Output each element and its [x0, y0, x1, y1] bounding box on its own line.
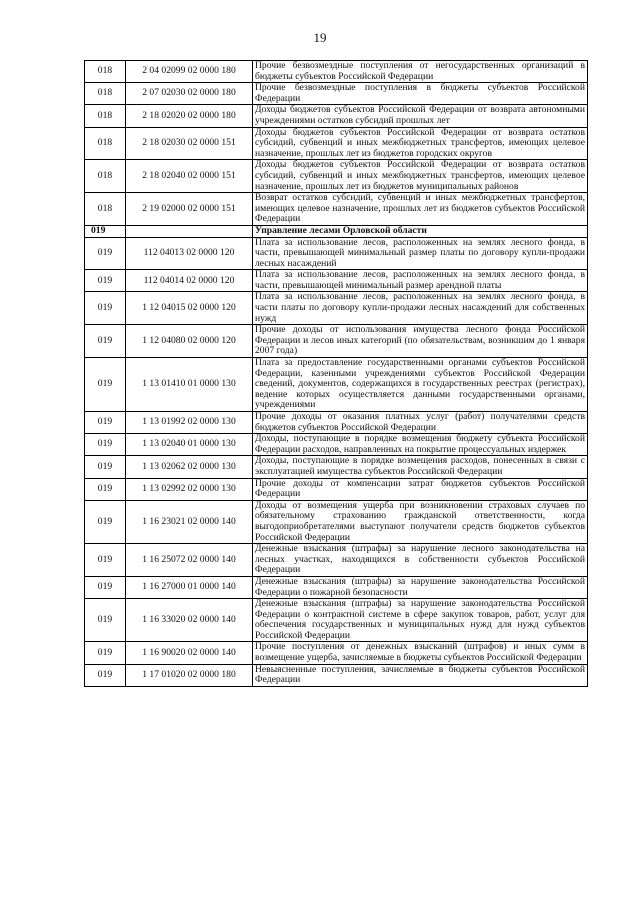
- admin-code-cell: 019: [85, 576, 126, 598]
- revenue-code-cell: 1 13 01992 02 0000 130: [126, 412, 253, 434]
- revenue-code-cell: 1 16 90020 02 0000 140: [126, 642, 253, 664]
- table-row: [85, 456, 588, 478]
- revenue-code-cell: 1 16 33020 02 0000 140: [126, 599, 253, 642]
- table-row: [85, 193, 588, 226]
- admin-code-cell: 019: [85, 237, 126, 270]
- table-row: [85, 412, 588, 434]
- revenue-name-cell: Прочие доходы от компенсации затрат бюджетов субъектов Российской Федерации: [253, 478, 588, 500]
- admin-code-cell: 019: [85, 225, 126, 237]
- page-number: 19: [313, 30, 327, 45]
- table-row: [85, 292, 588, 325]
- table-row: [85, 478, 588, 500]
- revenue-code-cell: 2 07 02030 02 0000 180: [126, 83, 253, 105]
- table-row: [85, 270, 588, 292]
- table-body: [85, 61, 588, 687]
- revenue-codes-table: [84, 60, 588, 687]
- revenue-code-cell: 1 16 25072 02 0000 140: [126, 544, 253, 577]
- revenue-code-cell: 1 16 23021 02 0000 140: [126, 500, 253, 543]
- admin-code-cell: 019: [85, 434, 126, 456]
- table-row: [85, 325, 588, 358]
- revenue-name-cell: Доходы, поступающие в порядке возмещения расходов, понесенных в связи с эксплуатацией имущества субъектов Российской Федерации: [253, 456, 588, 478]
- table-row: [85, 105, 588, 127]
- admin-code-cell: 019: [85, 642, 126, 664]
- revenue-name-cell: Прочие безвозмездные поступления в бюджеты субъектов Российской Федерации: [253, 83, 588, 105]
- revenue-code-cell: 112 04014 02 0000 120: [126, 270, 253, 292]
- revenue-code-cell: 112 04013 02 0000 120: [126, 237, 253, 270]
- revenue-name-cell: Денежные взыскания (штрафы) за нарушение законодательства Российской Федерации о контрактной системе в сфере закупок товаров, работ, услуг для обеспечения государственных и муниципальных нужд для нужд субъектов Российской Федерации: [253, 599, 588, 642]
- table-row: [85, 358, 588, 412]
- revenue-name-cell: Прочие доходы от оказания платных услуг (работ) получателями средств бюджетов субъектов Российской Федерации: [253, 412, 588, 434]
- admin-code-cell: 018: [85, 83, 126, 105]
- revenue-code-cell: 2 18 02030 02 0000 151: [126, 127, 253, 160]
- revenue-name-cell: Доходы бюджетов субъектов Российской Федерации от возврата автономными учреждениями остатков субсидий прошлых лет: [253, 105, 588, 127]
- table-row: [85, 434, 588, 456]
- revenue-code-cell: 1 13 01410 01 0000 130: [126, 358, 253, 412]
- admin-code-cell: 018: [85, 160, 126, 193]
- table-row: [85, 642, 588, 664]
- revenue-code-cell: 1 12 04080 02 0000 120: [126, 325, 253, 358]
- table-row: [85, 500, 588, 543]
- revenue-name-cell: Денежные взыскания (штрафы) за нарушение законодательства Российской Федерации о пожарной безопасности: [253, 576, 588, 598]
- admin-code-cell: 019: [85, 478, 126, 500]
- revenue-code-cell: 1 13 02062 02 0000 130: [126, 456, 253, 478]
- revenue-code-cell: 1 13 02992 02 0000 130: [126, 478, 253, 500]
- revenue-code-cell: 2 19 02000 02 0000 151: [126, 193, 253, 226]
- table-row: [85, 127, 588, 160]
- revenue-name-cell: Плата за предоставление государственными органами субъектов Российской Федерации, казенными учреждениями субъектов Российской Федерации сведений, документов, содержащихся в государственных реестрах (регистрах), ведение которых осуществляется данными государственными органами, учреждениями: [253, 358, 588, 412]
- admin-code-cell: 019: [85, 456, 126, 478]
- revenue-code-cell: 1 17 01020 02 0000 180: [126, 664, 253, 686]
- revenue-name-cell: Денежные взыскания (штрафы) за нарушение лесного законодательства на лесных участках, находящихся в собственности субъектов Российской Федерации: [253, 544, 588, 577]
- admin-code-cell: 019: [85, 500, 126, 543]
- admin-code-cell: 018: [85, 105, 126, 127]
- revenue-name-cell: Прочие поступления от денежных взысканий (штрафов) и иных сумм в возмещение ущерба, зачисляемые в бюджеты субъектов Российской Федерации: [253, 642, 588, 664]
- table-row: [85, 664, 588, 686]
- admin-code-cell: 019: [85, 292, 126, 325]
- revenue-code-cell: 2 18 02040 02 0000 151: [126, 160, 253, 193]
- admin-code-cell: 019: [85, 544, 126, 577]
- revenue-name-cell: Доходы бюджетов субъектов Российской Федерации от возврата остатков субсидий, субвенций и иных межбюджетных трансфертов, имеющих целевое назначение, прошлых лет из бюджетов муниципальных районов: [253, 160, 588, 193]
- admin-code-cell: 019: [85, 664, 126, 686]
- revenue-code-cell: [126, 225, 253, 237]
- revenue-name-cell: Прочие безвозмездные поступления от негосударственных организаций в бюджеты субъектов Российской Федерации: [253, 61, 588, 83]
- revenue-name-cell: Управление лесами Орловской области: [253, 225, 588, 237]
- table-row: [85, 83, 588, 105]
- section-header-row: [85, 225, 588, 237]
- admin-code-cell: 018: [85, 193, 126, 226]
- admin-code-cell: 019: [85, 412, 126, 434]
- revenue-name-cell: Доходы, поступающие в порядке возмещения бюджету субъекта Российской Федерации расходов, направленных на покрытие процессуальных издержек: [253, 434, 588, 456]
- table-row: [85, 599, 588, 642]
- revenue-code-cell: 2 04 02099 02 0000 180: [126, 61, 253, 83]
- revenue-code-cell: 1 12 04015 02 0000 120: [126, 292, 253, 325]
- admin-code-cell: 019: [85, 358, 126, 412]
- table-row: [85, 576, 588, 598]
- table-row: [85, 544, 588, 577]
- revenue-name-cell: Доходы бюджетов субъектов Российской Федерации от возврата остатков субсидий, субвенций и иных межбюджетных трансфертов, имеющих целевое назначение, прошлых лет из бюджетов городских округов: [253, 127, 588, 160]
- table-row: [85, 237, 588, 270]
- revenue-code-cell: 2 18 02020 02 0000 180: [126, 105, 253, 127]
- table-row: [85, 160, 588, 193]
- revenue-name-cell: Невыясненные поступления, зачисляемые в бюджеты субъектов Российской Федерации: [253, 664, 588, 686]
- admin-code-cell: 019: [85, 270, 126, 292]
- admin-code-cell: 018: [85, 127, 126, 160]
- admin-code-cell: 019: [85, 325, 126, 358]
- admin-code-cell: 018: [85, 61, 126, 83]
- revenue-name-cell: Плата за использование лесов, расположенных на землях лесного фонда, в части платы по договору купли-продажи лесных насаждений для собственных нужд: [253, 292, 588, 325]
- admin-code-cell: 019: [85, 599, 126, 642]
- revenue-name-cell: Плата за использование лесов, расположенных на землях лесного фонда, в части, превышающей минимальный размер платы по договору купли-продажи лесных насаждений: [253, 237, 588, 270]
- revenue-name-cell: Доходы от возмещения ущерба при возникновении страховых случаев по обязательному страхованию гражданской ответственности, когда выгодоприобретателями выступают получатели средств бюджетов субъектов Российской Федерации: [253, 500, 588, 543]
- revenue-name-cell: Возврат остатков субсидий, субвенций и иных межбюджетных трансфертов, имеющих целевое назначение, прошлых лет из бюджетов субъектов Российской Федерации: [253, 193, 588, 226]
- revenue-name-cell: Плата за использование лесов, расположенных на землях лесного фонда, в части, превышающей минимальный размер арендной платы: [253, 270, 588, 292]
- table-row: [85, 61, 588, 83]
- revenue-name-cell: Прочие доходы от использования имущества лесного фонда Российской Федерации и лесов иных категорий (по обязательствам, возникшим до 1 января 2007 года): [253, 325, 588, 358]
- revenue-code-cell: 1 16 27000 01 0000 140: [126, 576, 253, 598]
- revenue-code-cell: 1 13 02040 01 0000 130: [126, 434, 253, 456]
